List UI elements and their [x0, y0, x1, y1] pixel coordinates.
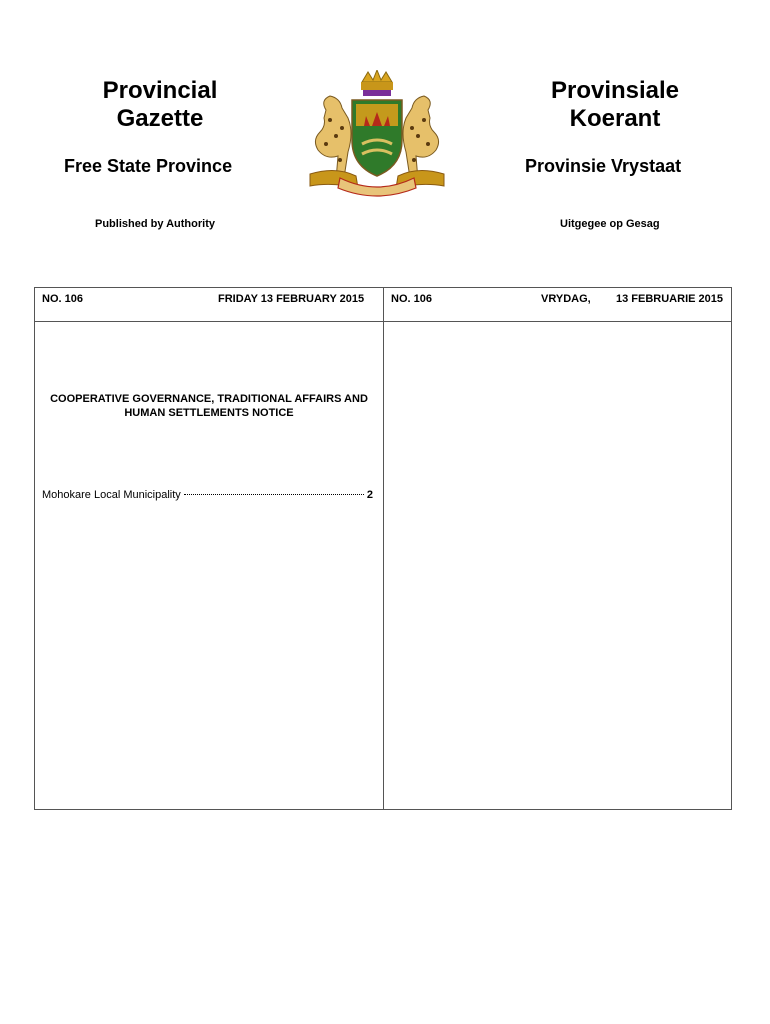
toc-entry[interactable]	[42, 489, 373, 501]
toc-entry-page: 2	[366, 489, 373, 501]
notice-section-title: COOPERATIVE GOVERNANCE, TRADITIONAL AFFAIRS AND HUMAN SETTLEMENTS NOTICE	[50, 393, 368, 419]
issue-day-afrikaans: VRYDAG,	[541, 293, 591, 305]
header-divider	[34, 321, 732, 322]
issue-date-afrikaans: 13 FEBRUARIE 2015	[616, 293, 723, 305]
free-state-coat-of-arms-icon	[296, 70, 458, 200]
gazette-title-english: Provincial Gazette	[102, 77, 218, 132]
province-name-english: Free State Province	[64, 156, 233, 176]
authority-line-afrikaans: Uitgegee op Gesag	[560, 218, 660, 230]
toc-entry-label: Mohokare Local Municipality	[42, 489, 181, 501]
issue-date-english: FRIDAY 13 FEBRUARY 2015	[218, 293, 365, 305]
authority-line-english: Published by Authority	[95, 218, 215, 230]
toc-leader-dots	[184, 494, 364, 495]
column-divider	[383, 287, 384, 810]
issue-number-afrikaans: NO. 106	[391, 293, 432, 305]
province-name-afrikaans: Provinsie Vrystaat	[525, 156, 682, 176]
gazette-title-afrikaans: Provinsiale Koerant	[550, 77, 680, 132]
issue-number-english: NO. 106	[42, 293, 83, 305]
